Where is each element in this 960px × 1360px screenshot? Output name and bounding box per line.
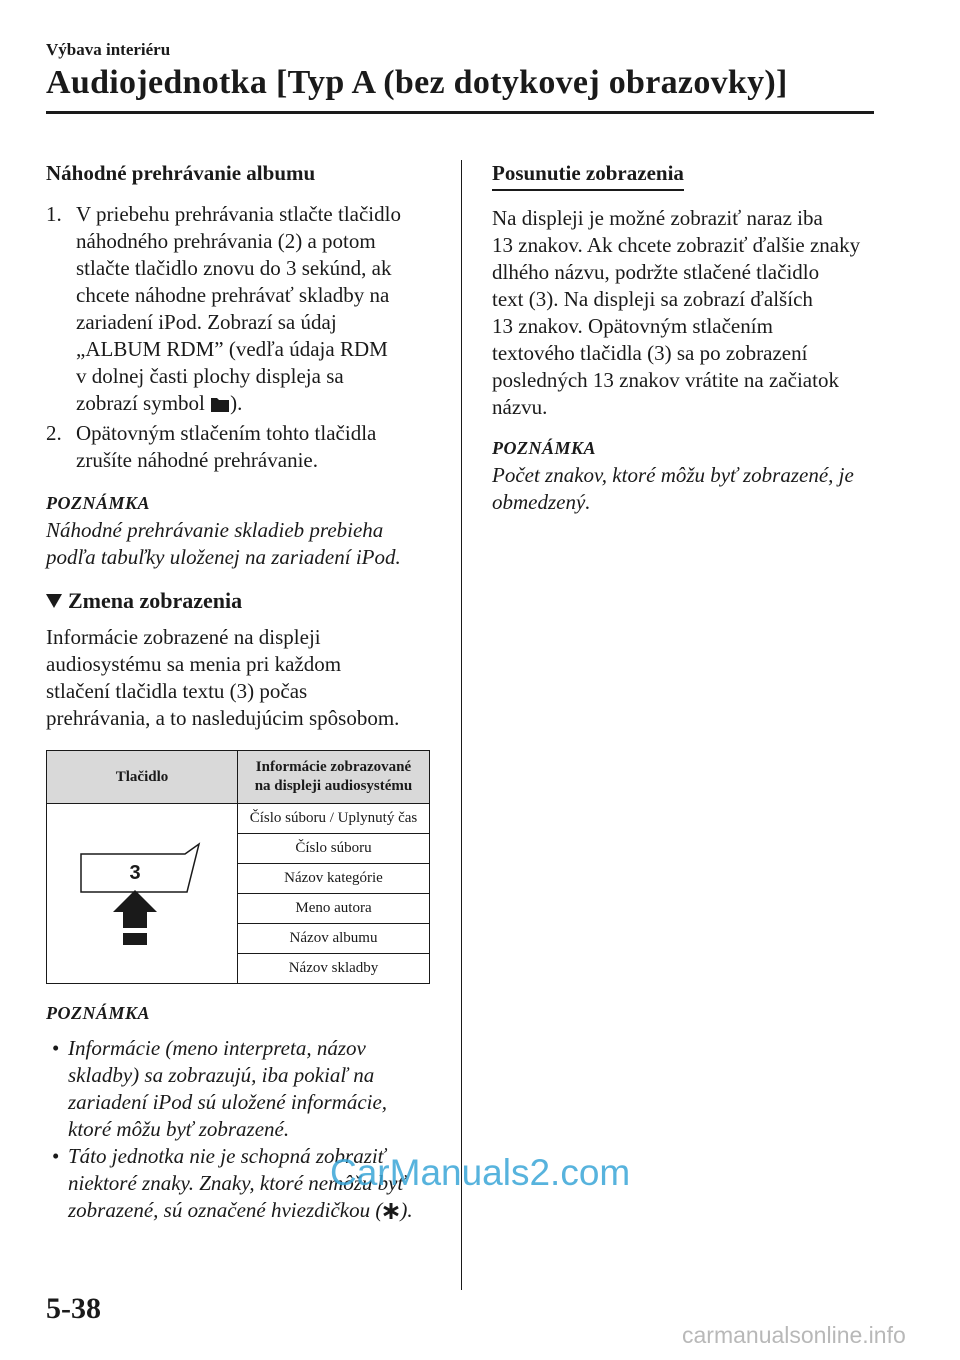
step-line: Opätovným stlačením tohto tlačidla <box>76 421 377 445</box>
table-header-info: Informácie zobrazované na displeji audiosystému <box>238 751 430 804</box>
body-line: audiosystému sa menia pri každom <box>46 652 342 676</box>
text-button-illustration <box>67 824 217 954</box>
step-line: „ALBUM RDM” (vedľa údaja RDM <box>76 337 388 361</box>
body-line: Informácie zobrazené na displeji <box>46 625 321 649</box>
table-cell: Názov kategórie <box>238 864 430 894</box>
body-line: textového tlačidla (3) sa po zobrazení <box>492 341 808 365</box>
section-label: Výbava interiéru <box>46 40 171 59</box>
display-change-heading: Zmena zobrazenia <box>46 587 446 614</box>
note-line: Táto jednotka nie je schopná zobraziť <box>68 1144 386 1168</box>
table-header-row <box>47 751 430 804</box>
body-line: dlhého názvu, podržte stlačené tlačidlo <box>492 260 820 284</box>
bullet-icon: • <box>52 1036 60 1060</box>
table-cell: Názov albumu <box>238 924 430 954</box>
note-line: zariadení iPod sú uložené informácie, <box>68 1090 388 1114</box>
table-cell: Číslo súboru / Uplynutý čas <box>238 804 430 834</box>
note-line: Počet znakov, ktoré môžu byť zobrazené, je <box>492 463 854 487</box>
step-line: chcete náhodne prehrávať skladby na <box>76 283 390 307</box>
step-1 <box>46 201 446 420</box>
button-label: 3 <box>129 861 141 884</box>
note-line: Náhodné prehrávanie skladieb prebieha <box>46 518 384 542</box>
folder-icon <box>210 393 230 420</box>
step-number: 2. <box>46 421 62 445</box>
table-header-button: Tlačidlo <box>47 751 238 804</box>
body-line: stlačení tlačidla textu (3) počas <box>46 679 308 703</box>
button-illustration-cell <box>47 804 238 984</box>
bullet-icon: • <box>52 1144 60 1168</box>
step-line-last: zobrazí symbol ). <box>76 390 401 420</box>
table-cell: Číslo súboru <box>238 834 430 864</box>
table-cell: Meno autora <box>238 894 430 924</box>
left-column <box>46 160 446 1227</box>
page-title: Audiojednotka [Typ A (bez dotykovej obrazovky)] <box>46 64 788 101</box>
note-title: POZNÁMKA <box>46 493 151 513</box>
page-number: 5-38 <box>46 1292 101 1325</box>
display-change-body <box>46 624 446 732</box>
body-line: posledných 13 znakov vrátite na začiatok <box>492 368 839 392</box>
note-line: obmedzený. <box>492 490 591 514</box>
random-album-heading: Náhodné prehrávanie albumu <box>46 161 316 185</box>
step-line: zrušíte náhodné prehrávanie. <box>76 448 318 472</box>
step-line: stlačte tlačidlo znovu do 3 sekúnd, ak <box>76 256 392 280</box>
watermark-corner: carmanualsonline.info <box>682 1322 906 1348</box>
column-divider <box>461 160 462 1290</box>
note-bullet <box>46 1035 446 1143</box>
table-cell: Názov skladby <box>238 954 430 984</box>
header-rule <box>46 111 874 114</box>
body-line: názvu. <box>492 395 548 419</box>
step-number: 1. <box>46 202 62 226</box>
body-line: text (3). Na displeji sa zobrazí ďalších <box>492 287 813 311</box>
note-title: POZNÁMKA <box>46 1003 151 1023</box>
up-arrow-icon <box>113 890 157 945</box>
note-line: podľa tabuľky uloženej na zariadení iPod. <box>46 545 401 569</box>
display-table <box>46 750 430 984</box>
right-column <box>492 160 892 516</box>
body-line: prehrávania, a to nasledujúcim spôsobom. <box>46 706 400 730</box>
note-title: POZNÁMKA <box>492 438 597 458</box>
scroll-display-heading: Posunutie zobrazenia <box>492 160 892 191</box>
table-row <box>47 804 430 834</box>
note-line-last: zobrazené, sú označené hviezdičkou ( ). <box>68 1197 413 1227</box>
step-line: V priebehu prehrávania stlačte tlačidlo <box>76 202 401 226</box>
note-line: niektoré znaky. Znaky, ktoré nemôžu byť <box>68 1171 406 1195</box>
note-line: ktoré môžu byť zobrazené. <box>68 1117 290 1141</box>
triangle-down-icon <box>46 594 62 608</box>
step-2 <box>46 420 446 474</box>
step-line: náhodného prehrávania (2) a potom <box>76 229 376 253</box>
note-line: Informácie (meno interpreta, názov <box>68 1036 366 1060</box>
body-line: 13 znakov. Opätovným stlačením <box>492 314 773 338</box>
note-line: skladby) sa zobrazujú, iba pokiaľ na <box>68 1063 375 1087</box>
body-line: Na displeji je možné zobraziť naraz iba <box>492 206 823 230</box>
asterisk-icon <box>382 1200 400 1227</box>
step-line: v dolnej časti plochy displeja sa <box>76 364 344 388</box>
watermark-main: CarManuals2.com <box>330 1152 631 1193</box>
step-line: zariadení iPod. Zobrazí sa údaj <box>76 310 337 334</box>
body-line: 13 znakov. Ak chcete zobraziť ďalšie znaky <box>492 233 861 257</box>
